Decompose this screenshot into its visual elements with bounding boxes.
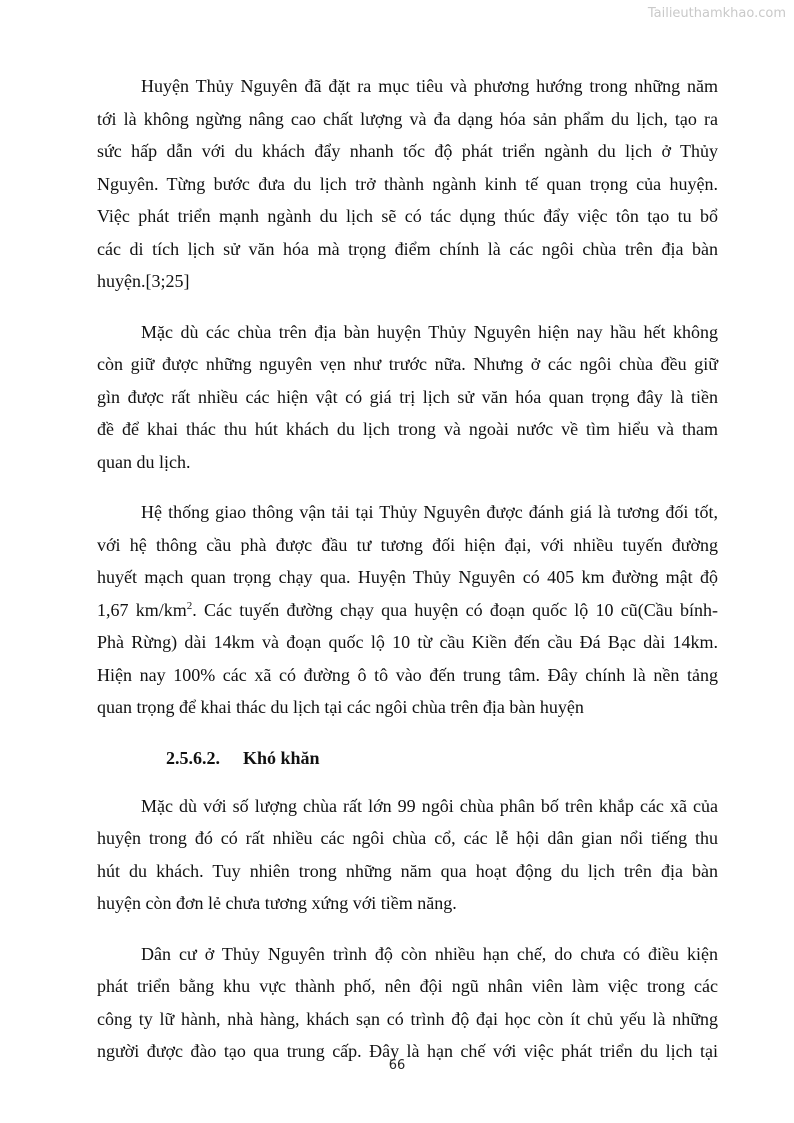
watermark-text: Tailieuthamkhao.com [647,6,786,21]
paragraph [97,496,718,724]
density-value: 1,67 km/km [97,599,187,620]
text-line [97,594,718,627]
text-line: với hệ thông cầu phà được đầu tư tương đối hiện đại, với nhiều tuyến đường [97,534,718,555]
text-fragment: . Các tuyến đường chạy qua huyện có đoạn quốc lộ 10 cũ(Cầu bính- [192,599,718,620]
text-line: hút du khách. Tuy nhiên trong những năm qua hoạt động du lịch trên địa bàn [97,860,718,881]
text-line: huyện trong đó có rất nhiều các ngôi chùa cổ, các lễ hội dân gian nổi tiếng thu [97,828,718,848]
text-line: gìn được rất nhiều các hiện vật có giá trị lịch sử văn hóa quan trọng đây là tiền [97,386,718,407]
text-line: Phà Rừng) dài 14km và đoạn quốc lộ 10 từ cầu Kiền đến cầu Đá Bạc dài 14km. [97,632,718,652]
text-line: Hệ thống giao thông vận tải tại Thủy Nguyên được đánh giá là tương đối tốt, [141,502,718,522]
text-line: Mặc dù với số lượng chùa rất lớn 99 ngôi chùa phân bố trên khắp các xã của [141,795,718,816]
text-line: huyện còn đơn lẻ chưa tương xứng với tiềm năng. [97,893,457,913]
text-line: công ty lữ hành, nhà hàng, khách sạn có trình độ đại học còn ít chủ yếu là những [97,1008,718,1029]
text-line: đề để khai thác thu hút khách du lịch trong và ngoài nước về tìm hiểu và tham [97,419,718,439]
text-line: còn giữ được những nguyên vẹn như trước nữa. Nhưng ở các ngôi chùa đều giữ [97,354,718,374]
text-line: Nguyên. Từng bước đưa du lịch trở thành ngành kinh tế quan trọng của huyện. [97,173,718,194]
page-content [97,70,718,1086]
text-line: phát triển bằng khu vực thành phố, nên đội ngũ nhân viên làm việc trong các [97,976,718,996]
section-number: 2.5.6.2. [166,747,220,768]
section-title: Khó khăn [243,747,320,768]
text-line: quan trọng để khai thác du lịch tại các ngôi chùa trên địa bàn huyện [97,697,584,717]
text-line: Dân cư ở Thủy Nguyên trình độ còn nhiều hạn chế, do chưa có điều kiện [141,943,718,964]
text-line: Huyện Thủy Nguyên đã đặt ra mục tiêu và phương hướng trong những năm [141,76,718,96]
text-line: sức hấp dẫn với du khách đẩy nhanh tốc độ phát triển ngành du lịch ở Thủy [97,141,718,161]
text-line: tới là không ngừng nâng cao chất lượng và đa dạng hóa sản phẩm du lịch, tạo ra [97,108,718,129]
text-line: người được đào tạo qua trung cấp. Đây là hạn chế với việc phát triển du lịch tại [97,1041,718,1061]
paragraph [97,316,718,479]
paragraph [97,70,718,298]
paragraph [97,790,718,920]
text-line: quan du lịch. [97,451,191,472]
text-line: Việc phát triển mạnh ngành du lịch sẽ có tác dụng thúc đẩy việc tôn tạo tu bổ [97,206,718,226]
paragraph [97,938,718,1068]
text-line: các di tích lịch sử văn hóa mà trọng điểm chính là các ngôi chùa trên địa bàn [97,238,718,259]
section-heading [166,742,718,774]
text-line: huyết mạch quan trọng chạy qua. Huyện Thủy Nguyên có 405 km đường mật độ [97,567,718,587]
text-line: huyện.[3;25] [97,271,190,291]
page-number: 66 [388,1058,406,1073]
text-line: Mặc dù các chùa trên địa bàn huyện Thủy Nguyên hiện nay hầu hết không [141,321,718,342]
superscript: 2 [186,599,193,612]
text-line: Hiện nay 100% các xã có đường ô tô vào đến trung tâm. Đây chính là nền tảng [97,664,718,685]
